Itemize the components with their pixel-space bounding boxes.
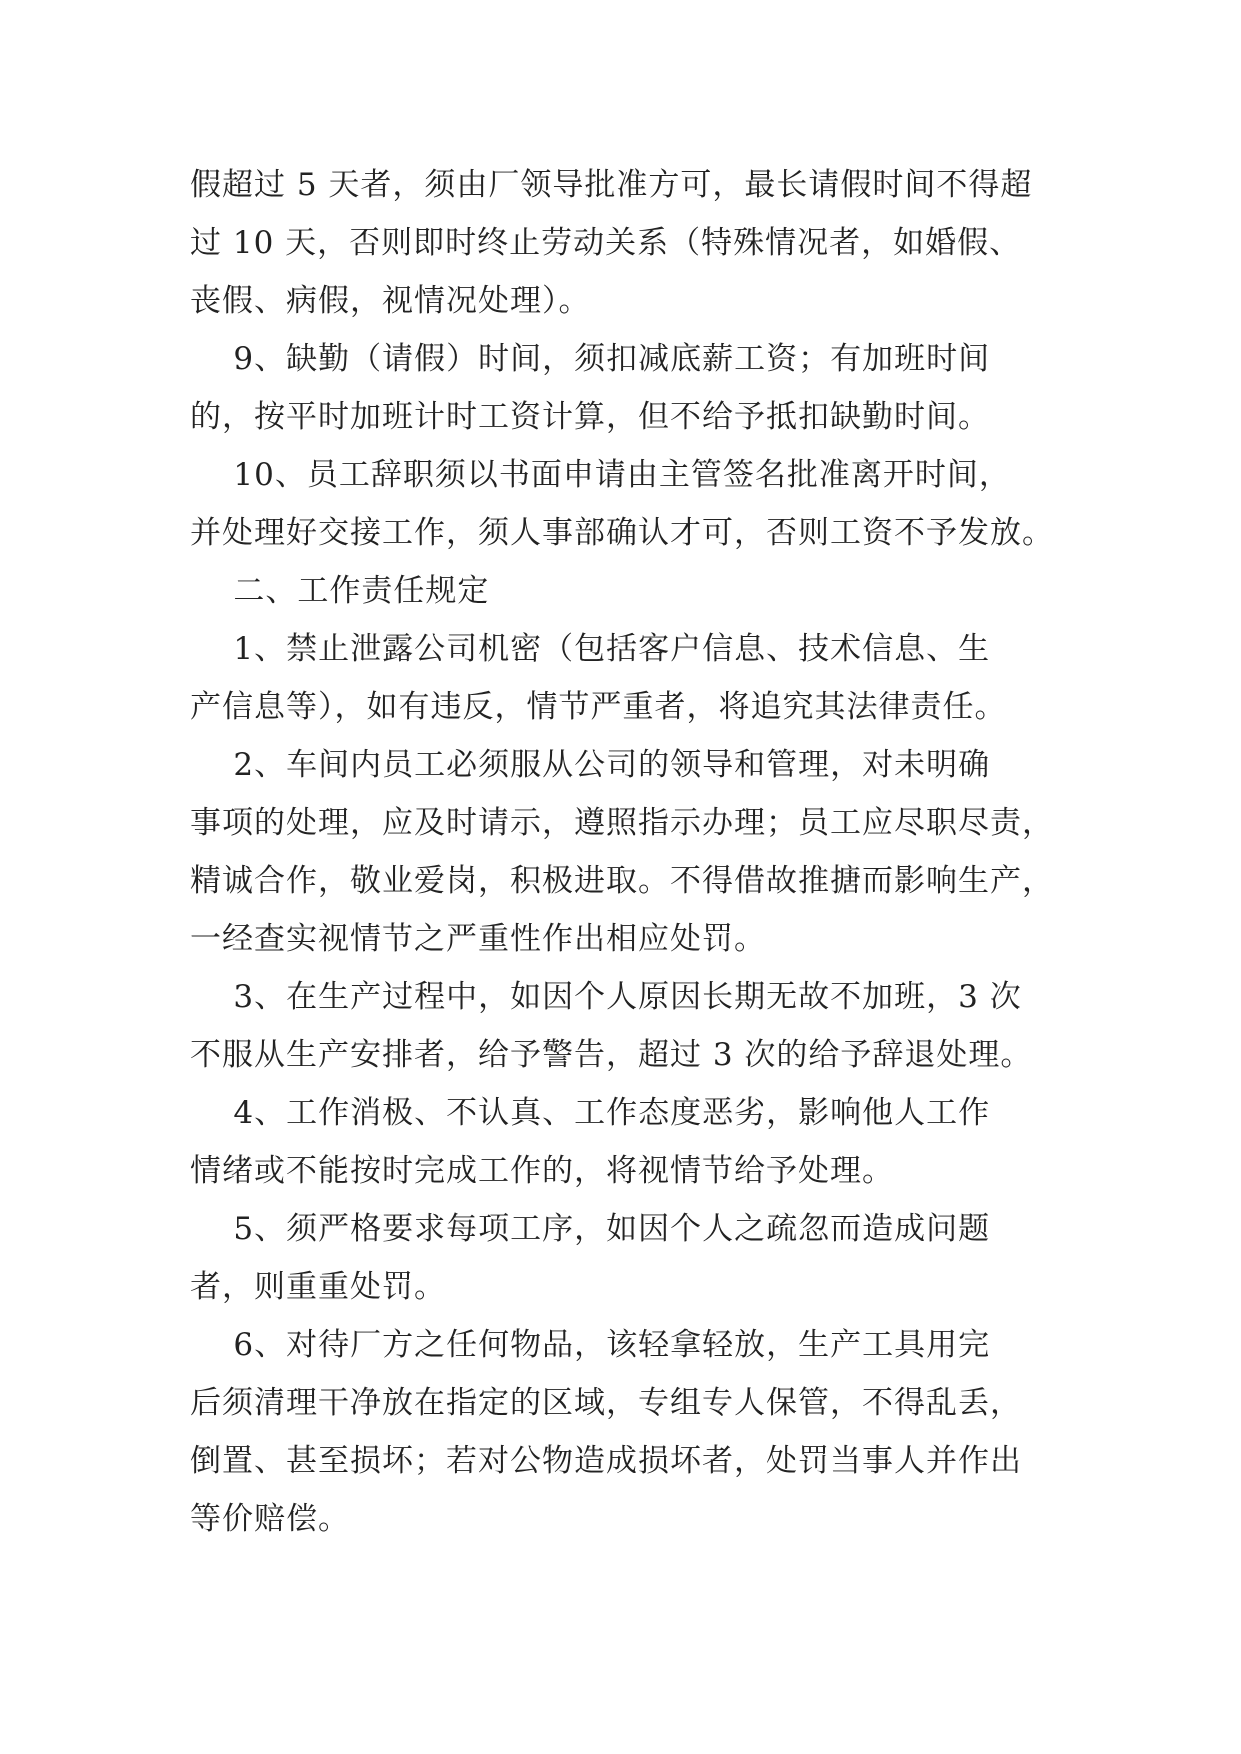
text-line: 并处理好交接工作，须人事部确认才可，否则工资不予发放。	[190, 515, 1054, 551]
text-line: 倒置、甚至损坏；若对公物造成损坏者，处罚当事人并作出	[190, 1443, 1022, 1479]
text-line: 过 10 天，否则即时终止劳动关系（特殊情况者，如婚假、	[190, 225, 1022, 261]
text-line: 5、须严格要求每项工序，如因个人之疏忽而造成问题	[190, 1211, 991, 1247]
text-line: 产信息等），如有违反，情节严重者，将追究其法律责任。	[190, 689, 1007, 725]
text-line: 6、对待厂方之任何物品，该轻拿轻放，生产工具用完	[190, 1327, 991, 1363]
text-line: 后须清理干净放在指定的区域，专组专人保管，不得乱丢，	[190, 1385, 1022, 1421]
text-line: 10、员工辞职须以书面申请由主管签名批准离开时间，	[190, 457, 1011, 493]
text-line: 4、工作消极、不认真、工作态度恶劣，影响他人工作	[190, 1095, 991, 1131]
text-line: 1、禁止泄露公司机密（包括客户信息、技术信息、生	[190, 631, 991, 667]
text-line: 情绪或不能按时完成工作的，将视情节给予处理。	[190, 1153, 894, 1189]
text-line: 假超过 5 天者，须由厂领导批准方可，最长请假时间不得超	[190, 167, 1033, 203]
section-heading: 二、工作责任规定	[190, 573, 490, 609]
text-line: 等价赔偿。	[190, 1501, 350, 1537]
text-line: 事项的处理，应及时请示，遵照指示办理；员工应尽职尽责，	[190, 805, 1054, 841]
text-line: 一经查实视情节之严重性作出相应处罚。	[190, 921, 766, 957]
text-line: 9、缺勤（请假）时间，须扣减底薪工资；有加班时间	[190, 341, 991, 377]
text-line: 者，则重重处罚。	[190, 1269, 446, 1305]
text-line: 的，按平时加班计时工资计算，但不给予抵扣缺勤时间。	[190, 399, 990, 435]
text-line: 2、车间内员工必须服从公司的领导和管理，对未明确	[190, 747, 991, 783]
text-line: 丧假、病假，视情况处理）。	[190, 283, 591, 319]
text-line: 精诚合作，敬业爱岗，积极进取。不得借故推搪而影响生产，	[190, 863, 1054, 899]
text-line: 3、在生产过程中，如因个人原因长期无故不加班，3 次	[190, 979, 1022, 1015]
text-line: 不服从生产安排者，给予警告，超过 3 次的给予辞退处理。	[190, 1037, 1033, 1073]
